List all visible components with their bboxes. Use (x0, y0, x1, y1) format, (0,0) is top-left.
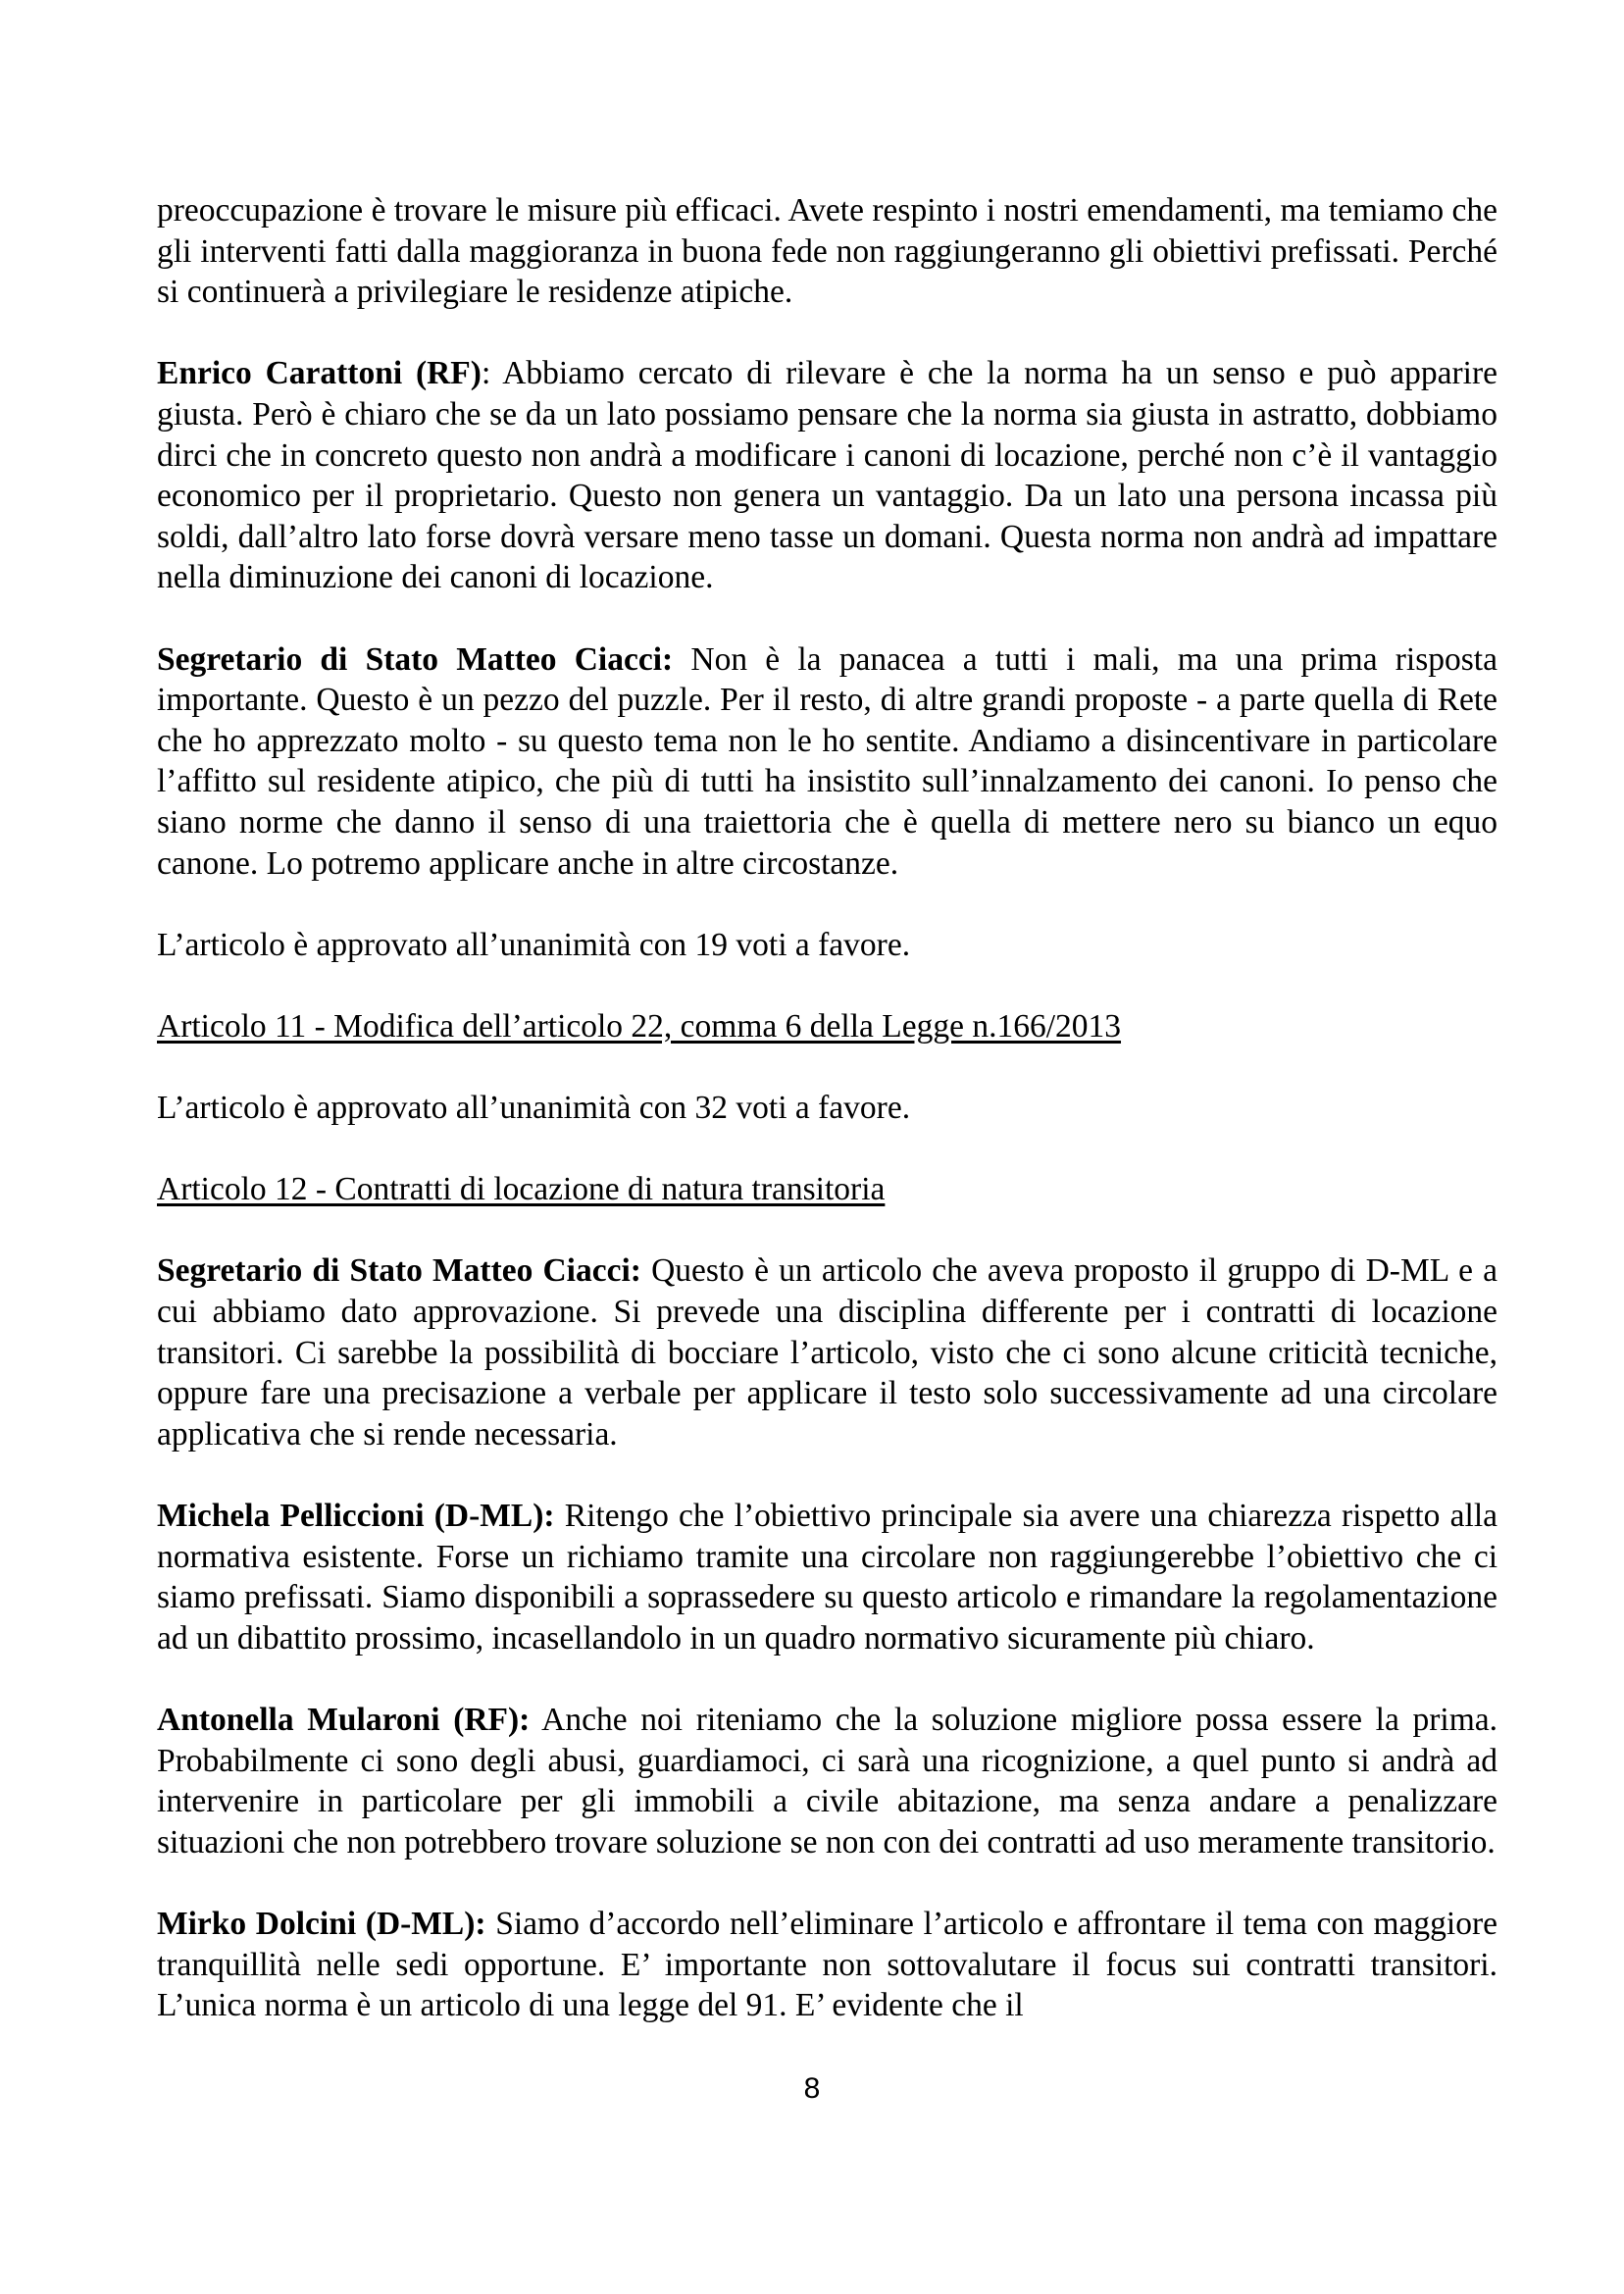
heading-text: Articolo 11 - Modifica dell’articolo 22, comma 6 della Legge n.166/2013 (157, 1007, 1122, 1045)
paragraph-text: preoccupazione è trovare le misure più efficaci. Avete respinto i nostri emendamenti, ma temiamo che gli interventi fatti dalla maggioranza in buona fede non raggiungeranno gli obiettivi prefissati. Perché si continuerà a privilegiare le residenze atipiche. (157, 192, 1497, 311)
article-heading (157, 1169, 1497, 1210)
speaker-name: Enrico Carattoni (RF) (157, 355, 482, 392)
speaker-name: Antonella Mularoni (RF): (157, 1701, 531, 1738)
paragraph-text: : Abbiamo cercato di rilevare è che la norma ha un senso e può apparire giusta. Però è chiaro che se da un lato possiamo pensare che la norma sia giusta in astratto, dobbiamo dirci che in concreto questo non andrà a modificare i canoni di locazione, perché non c’è il vantaggio economico per il proprietario. Questo non genera un vantaggio. Da un lato una persona incassa più soldi, dall’altro lato forse dovrà versare meno tasse un domani. Questa norma non andrà ad impattare nella diminuzione dei canoni di locazione. (157, 355, 1497, 596)
paragraph (157, 1496, 1497, 1658)
paragraph (157, 1904, 1497, 2026)
paragraph-text: Non è la panacea a tutti i mali, ma una prima risposta importante. Questo è un pezzo del puzzle. Per il resto, di altre grandi proposte - a parte quella di Rete che ho apprezzato molto - su questo tema non le ho sentite. Andiamo a disincentivare in particolare l’affitto sul residente atipico, che più di tutti ha insistito sull’innalzamento dei canoni. Io penso che siano norme che danno il senso di una traiettoria che è quella di mettere nero su bianco un equo canone. Lo potremo applicare anche in altre circostanze. (157, 640, 1497, 882)
paragraph (157, 353, 1497, 598)
paragraph-text: Questo è un articolo che aveva proposto il gruppo di D-ML e a cui abbiamo dato approvazione. Si prevede una disciplina differente per i contratti di locazione transitori. Ci sarebbe la possibilità di bocciare l’articolo, visto che ci sono alcune criticità tecniche, oppure fare una precisazione a verbale per applicare il testo solo successivamente ad una circolare applicativa che si rende necessaria. (157, 1252, 1497, 1453)
paragraph (157, 1250, 1497, 1454)
paragraph-text: L’articolo è approvato all’unanimità con 19 voti a favore. (157, 926, 911, 963)
document-body (157, 190, 1497, 2066)
paragraph (157, 925, 1497, 966)
paragraph (157, 190, 1497, 313)
paragraph-text: Anche noi riteniamo che la soluzione migliore possa essere la prima. Probabilmente ci sono degli abusi, guardiamoci, ci sarà una ricognizione, a quel punto si andrà ad intervenire in particolare per gli immobili a civile abitazione, ma senza andare a penalizzare situazioni che non potrebbero trovare soluzione se non con dei contratti ad uso meramente transitorio. (157, 1701, 1497, 1861)
speaker-name: Segretario di Stato Matteo Ciacci: (157, 1252, 641, 1290)
paragraph-text: Ritengo che l’obiettivo principale sia avere una chiarezza rispetto alla normativa esistente. Forse un richiamo tramite una circolare non raggiungerebbe l’obiettivo che ci siamo prefissati. Siamo disponibili a soprassedere su questo articolo e rimandare la regolamentazione ad un dibattito prossimo, incasellandolo in un quadro normativo sicuramente più chiaro. (157, 1498, 1497, 1657)
paragraph (157, 1088, 1497, 1129)
paragraph-text: Siamo d’accordo nell’eliminare l’articolo e affrontare il tema con maggiore tranquillità nelle sedi opportune. E’ importante non sottovalutare il focus sui contratti transitori. L’unica norma è un articolo di una legge del 91. E’ evidente che il (157, 1905, 1497, 2024)
heading-text: Articolo 12 - Contratti di locazione di natura transitoria (157, 1171, 886, 1208)
article-heading (157, 1006, 1497, 1047)
speaker-name: Michela Pelliccioni (D-ML): (157, 1498, 555, 1534)
paragraph (157, 639, 1497, 885)
speaker-name: Mirko Dolcini (D-ML): (157, 1905, 486, 1942)
page-number: 8 (803, 2072, 821, 2105)
paragraph-text: L’articolo è approvato all’unanimità con 32 voti a favore. (157, 1090, 911, 1127)
speaker-name: Segretario di Stato Matteo Ciacci: (157, 640, 674, 678)
paragraph (157, 1700, 1497, 1862)
